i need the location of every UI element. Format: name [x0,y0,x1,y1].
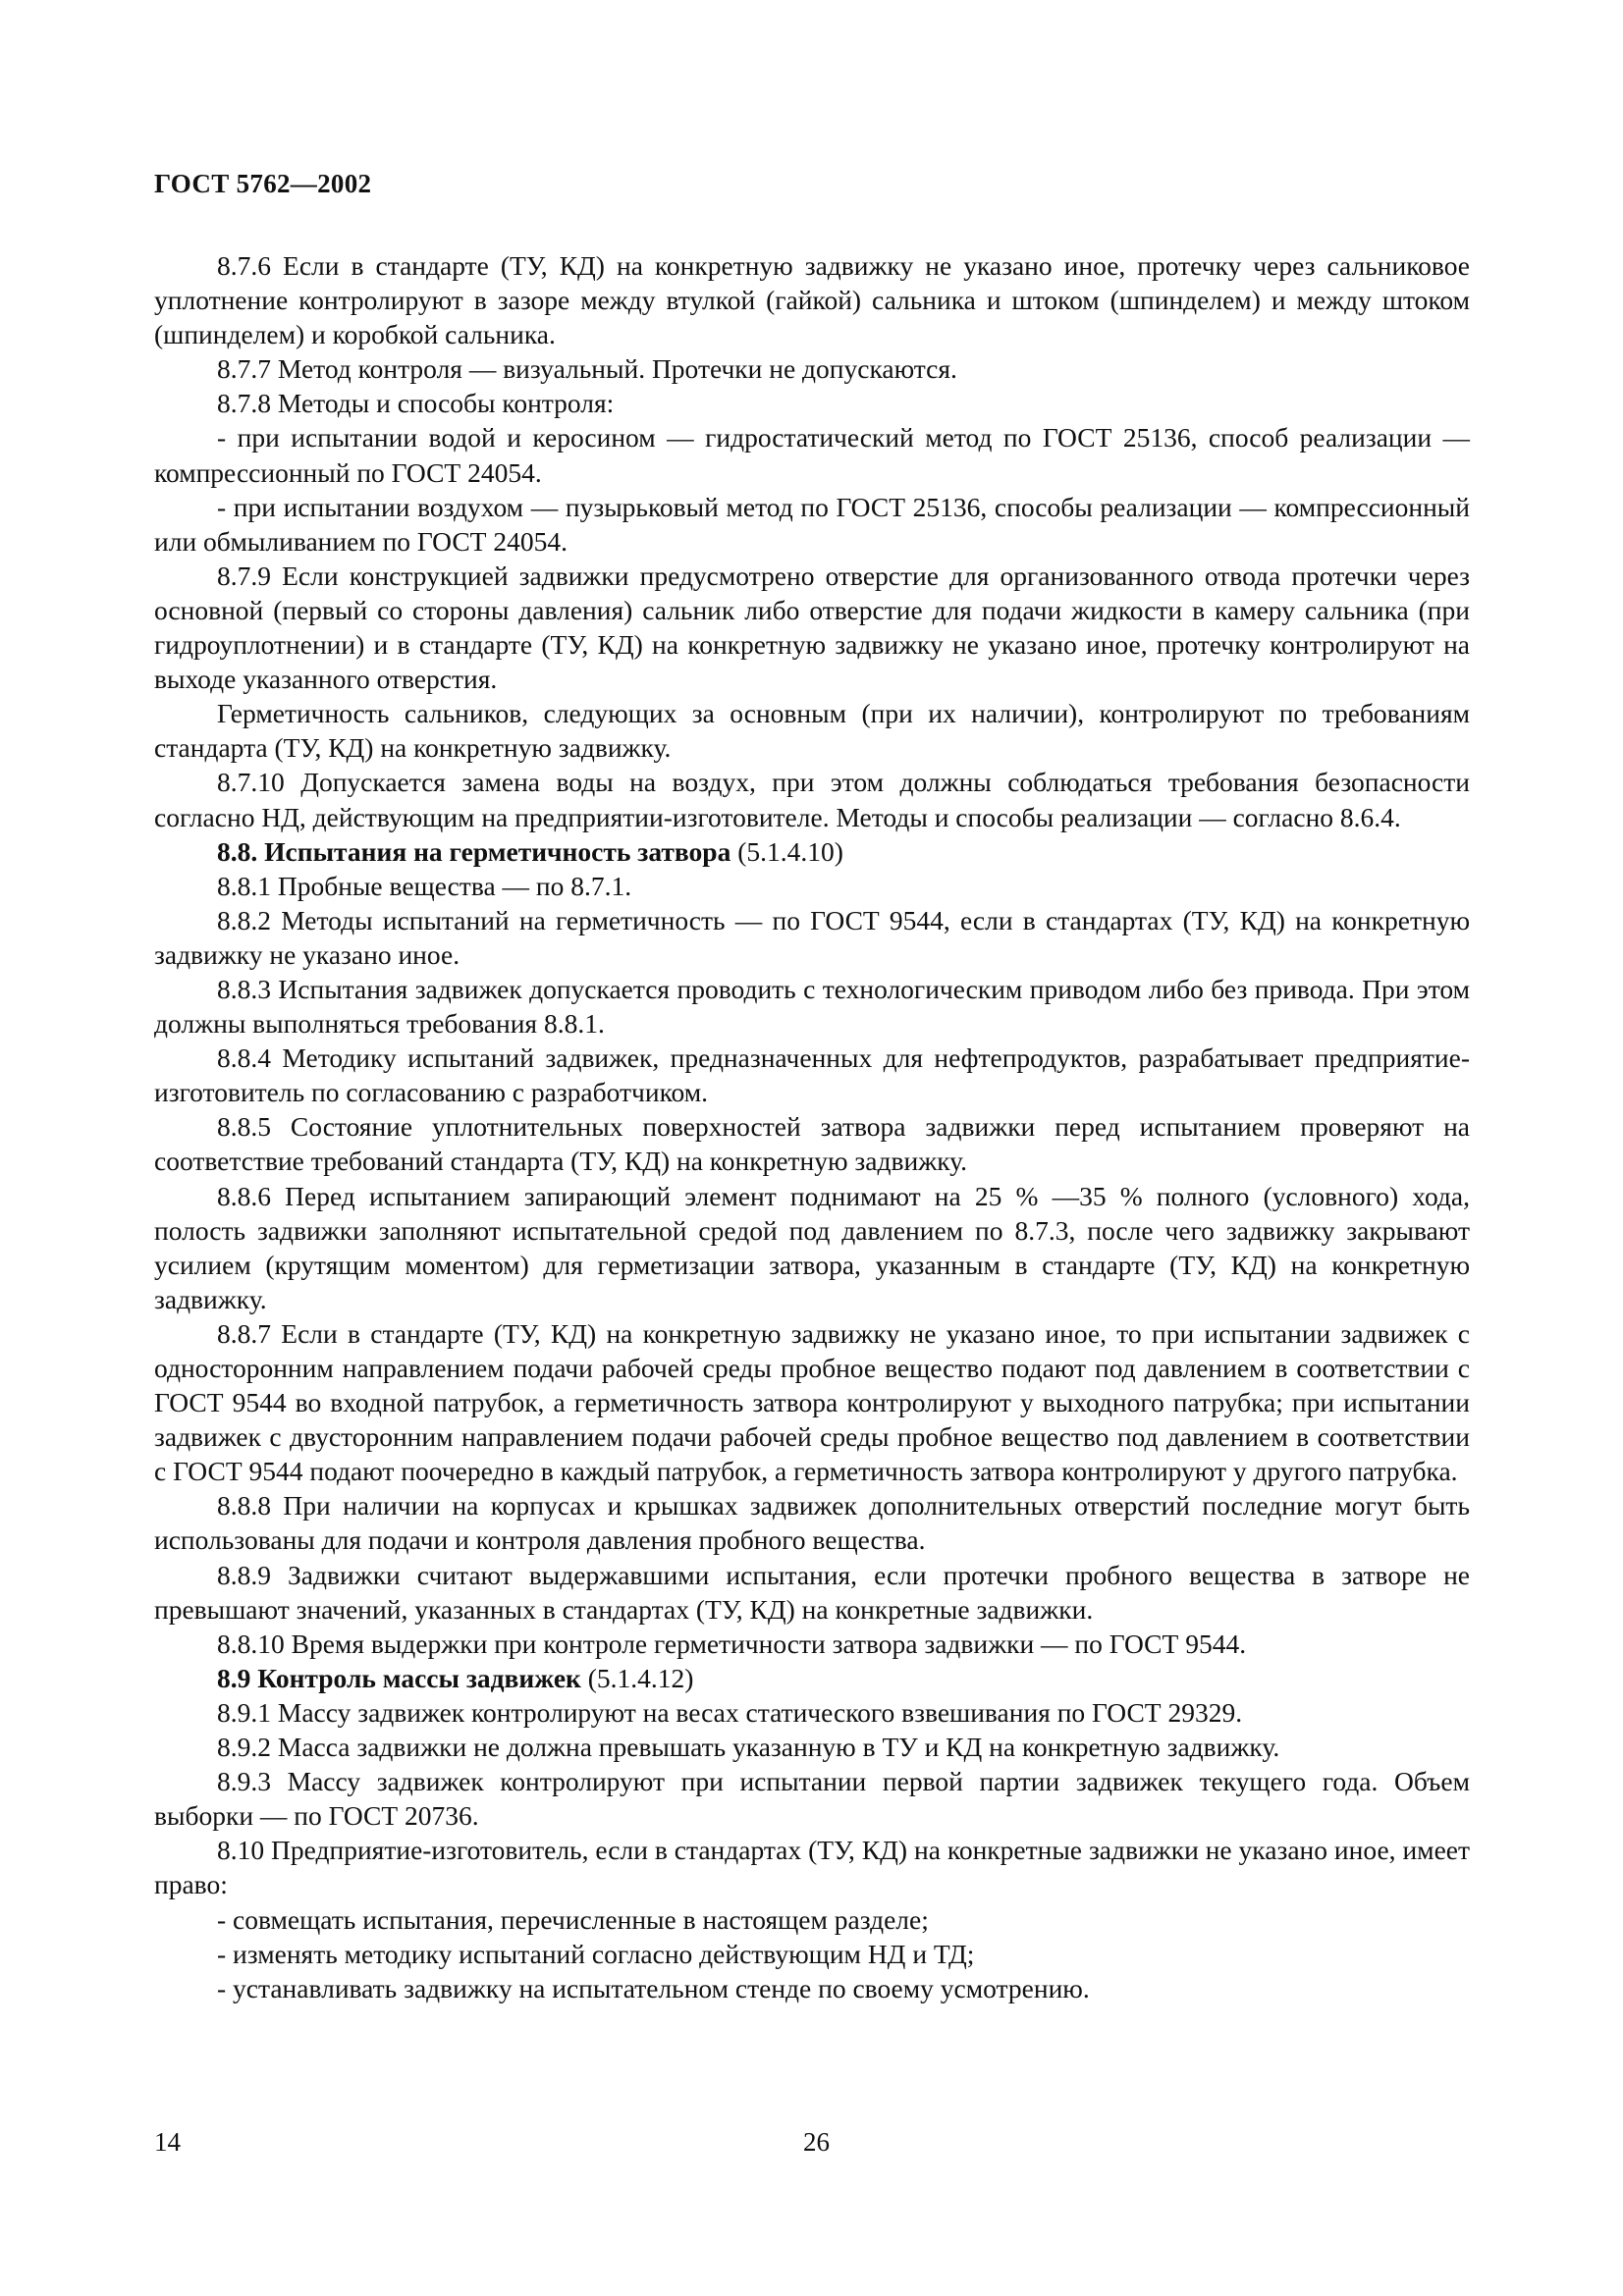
paragraph-8-7-10: 8.7.10 Допускается замена воды на воздух, при этом должны соблюдаться требования безопасности согласно НД, действующим на предприятии-изготовителе. Методы и способы реализации — согласно 8.6.4. [154,767,1470,832]
paragraph-8-8-5: 8.8.5 Состояние уплотнительных поверхностей затвора задвижки перед испытанием проверяют на соответствие требований стандарта (ТУ, КД) на конкретную задвижку. [154,1111,1470,1177]
page-number-left: 14 [154,2127,181,2157]
bullet-air: - при испытании воздухом — пузырьковый метод по ГОСТ 25136, способы реализации — компрессионный или обмыливанием по ГОСТ 24054. [154,491,1470,557]
paragraph-8-9-2: 8.9.2 Масса задвижки не должна превышать указанную в ТУ и КД на конкретную задвижку. [217,1732,1280,1763]
paragraph-8-8-1: 8.8.1 Пробные вещества — по 8.7.1. [217,870,632,901]
paragraph-8-7-6: 8.7.6 Если в стандарте (ТУ, КД) на конкретную задвижку не указано иное, протечку через сальниковое уплотнение контролируют в зазоре между втулкой (гайкой) сальника и штоком (шпинделем) и между штоком (шпинделем) и коробкой сальника. [154,250,1470,350]
document-header: ГОСТ 5762—2002 [154,169,372,198]
bullet-combine-tests: - совмещать испытания, перечисленные в настоящем разделе; [217,1903,929,1935]
paragraph-8-8-8: 8.8.8 При наличии на корпусах и крышках задвижек дополнительных отверстий последние могут быть использованы для подачи и контроля давления пробного вещества. [154,1490,1470,1556]
paragraph-8-8-10: 8.8.10 Время выдержки при контроле герметичности затвора задвижки — по ГОСТ 9544. [217,1628,1247,1659]
section-title-8-9: 8.9 Контроль массы задвижек [217,1662,581,1693]
paragraph-8-7-7: 8.7.7 Метод контроля — визуальный. Протечки не допускаются. [217,353,957,385]
section-ref-8-9: (5.1.4.12) [580,1662,694,1693]
section-heading-8-8 [154,834,1470,869]
paragraph-8-8-9: 8.8.9 Задвижки считают выдержавшими испытания, если протечки пробного вещества в затворе не превышают значений, указанных в стандартах (ТУ, КД) на конкретные задвижки. [154,1559,1470,1625]
paragraph-8-8-3: 8.8.3 Испытания задвижек допускается проводить с технологическим приводом либо без привода. При этом должны выполняться требования 8.8.1. [154,973,1470,1040]
bullet-change-method: - изменять методику испытаний согласно действующим НД и ТД; [217,1938,975,1969]
paragraph-8-7-9: 8.7.9 Если конструкцией задвижки предусмотрено отверстие для организованного отвода протечки через основной (первый со стороны давления) сальник либо отверстие для подачи жидкости в камеру сальника (при гидроуплотнении) и в стандарте (ТУ, КД) на конкретную задвижку не указано иное, протечку контролируют на выходе указанного отверстия. [154,560,1470,695]
paragraph-8-10: 8.10 Предприятие-изготовитель, если в стандартах (ТУ, КД) на конкретные задвижки не указано иное, имеет право: [154,1835,1470,1900]
paragraph-8-8-7: 8.8.7 Если в стандарте (ТУ, КД) на конкретную задвижку не указано иное, то при испытании задвижек с односторонним направлением подачи рабочей среды пробное вещество подают под давлением в соответствии с ГОСТ 9544 во входной патрубок, а герметичность затвора контролируют у выходного патрубка; при испытании задвижек с двусторонним направлением подачи рабочей среды пробное вещество под давлением в соответствии с ГОСТ 9544 подают поочередно в каждый патрубок, а герметичность затвора контролируют у другого патрубка. [154,1317,1470,1487]
page-number-center: 26 [803,2127,830,2157]
document-body [154,248,1470,2005]
bullet-install-stand: - устанавливать задвижку на испытательном стенде по своему усмотрению. [217,1972,1090,2003]
section-ref-8-8: (5.1.4.10) [730,835,843,867]
section-heading-8-9 [154,1661,1470,1695]
paragraph-8-8-6: 8.8.6 Перед испытанием запирающий элемент поднимают на 25 % —35 % полного (условного) хода, полость задвижки заполняют испытательной средой под давлением по 8.7.3, после чего задвижку закрывают усилием (крутящим моментом) для герметизации затвора, указанным в стандарте (ТУ, КД) на конкретную задвижку. [154,1180,1470,1314]
bullet-water-kerosene: - при испытании водой и керосином — гидростатический метод по ГОСТ 25136, способ реализации — компрессионный по ГОСТ 24054. [154,422,1470,488]
section-title-8-8: 8.8. Испытания на герметичность затвора [217,835,731,867]
paragraph-8-9-3: 8.9.3 Массу задвижек контролируют при испытании первой партии задвижек текущего года. Объем выборки — по ГОСТ 20736. [154,1766,1470,1832]
paragraph-gland-tightness: Герметичность сальников, следующих за основным (при их наличии), контролируют по требованиям стандарта (ТУ, КД) на конкретную задвижку. [154,698,1470,764]
paragraph-8-8-2: 8.8.2 Методы испытаний на герметичность — по ГОСТ 9544, если в стандартах (ТУ, КД) на конкретную задвижку не указано иное. [154,904,1470,970]
paragraph-8-8-4: 8.8.4 Методику испытаний задвижек, предназначенных для нефтепродуктов, разрабатывает предприятие-изготовитель по согласованию с разработчиком. [154,1042,1470,1108]
paragraph-8-9-1: 8.9.1 Массу задвижек контролируют на весах статического взвешивания по ГОСТ 29329. [217,1696,1243,1728]
paragraph-8-7-8: 8.7.8 Методы и способы контроля: [217,388,615,419]
